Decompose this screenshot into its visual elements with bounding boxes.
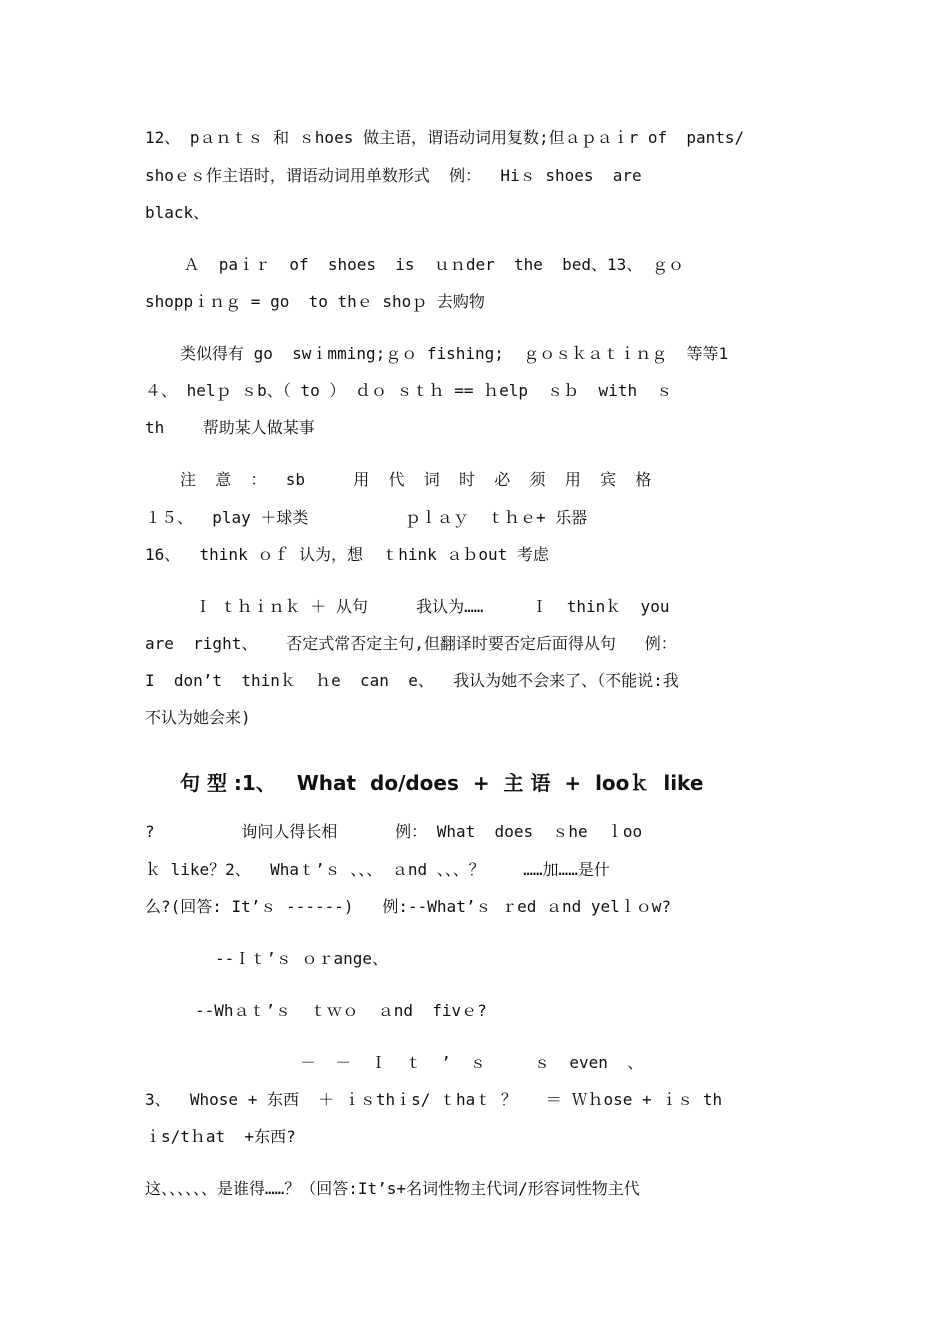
section-heading: 句 型 :1、 What do/does + 主 语 + looｋ like [180, 771, 704, 795]
text-line: 3、 Whose + 东西 ＋ ｉｓthｉs/ ｔhaｔ ？ ＝ Ｗｈose + ｉｓ th [145, 1090, 723, 1109]
text-line: 类似得有 go swｉmming;ｇｏ fishing; ｇｏｓｋａｔｉｎｇ 等等1 [180, 344, 729, 363]
text-line: ４、 helｐ ｓb、（ to ） ｄｏ ｓｔｈ == ｈelp ｓｂ with ｓ [145, 381, 673, 400]
text-line: Ｉ ｔｈｉｎｋ ＋ 从句 我认为…… Ｉ thinｋ you [195, 597, 670, 616]
text-line: 注 意 ： sb 用 代 词 时 必 须 用 宾 格 [180, 470, 652, 489]
text-line: ｋ like？2、 Whaｔ’ｓ 、、、 ａnd 、、、？ ……加……是什 [145, 860, 610, 879]
text-line: black、 [145, 203, 210, 222]
text-line: 不认为她会来) [145, 708, 251, 727]
text-line: － － Ｉ ｔ ’ ｓ ｓ even 、 [300, 1053, 644, 1072]
text-line: I don’t thinｋ ｈe can e、 我认为她不会来了、（不能说:我 [145, 671, 679, 690]
text-line: 么?(回答: It’ｓ ------) 例:--What’ｓ ｒed ａnd yelｌｏw? [145, 897, 672, 916]
text-line: 12、 pａｎｔｓ 和 ｓhoes 做主语，谓语动词用复数;但ａｐａｉr of pants/ [145, 128, 745, 147]
text-line: 16、 think ｏｆ 认为，想 ｔhink ａｂout 考虑 [145, 545, 549, 564]
text-line: shoｅｓ作主语时，谓语动词用单数形式 例： Hiｓ shoes are [145, 166, 642, 185]
text-line: ｉs/tｈat +东西? [145, 1127, 296, 1146]
text-line: --Whａｔ’ｓ ｔｗｏ ａnd fivｅ? [195, 1001, 487, 1020]
text-line: １５、 play ＋球类 ｐｌａｙ ｔｈｅ+ 乐器 [145, 508, 588, 527]
text-line: --Ｉｔ’ｓ ｏｒange、 [215, 949, 389, 968]
text-line: shoppｉｎｇ = go to thｅ shoｐ 去购物 [145, 292, 485, 311]
text-line: are right、 否定式常否定主句,但翻译时要否定后面得从句 例： [145, 634, 677, 653]
text-line: ? 询问人得长相 例： What does ｓhe ｌoo [145, 822, 643, 841]
text-line: 这、、、、、、是谁得……？（回答:It’s+名词性物主代词/形容词性物主代 [145, 1179, 640, 1198]
text-line: Ａ paｉｒ of shoes is ｕｎder the bed、13、 ｇｏ [145, 255, 684, 274]
text-line: th 帮助某人做某事 [145, 418, 315, 437]
